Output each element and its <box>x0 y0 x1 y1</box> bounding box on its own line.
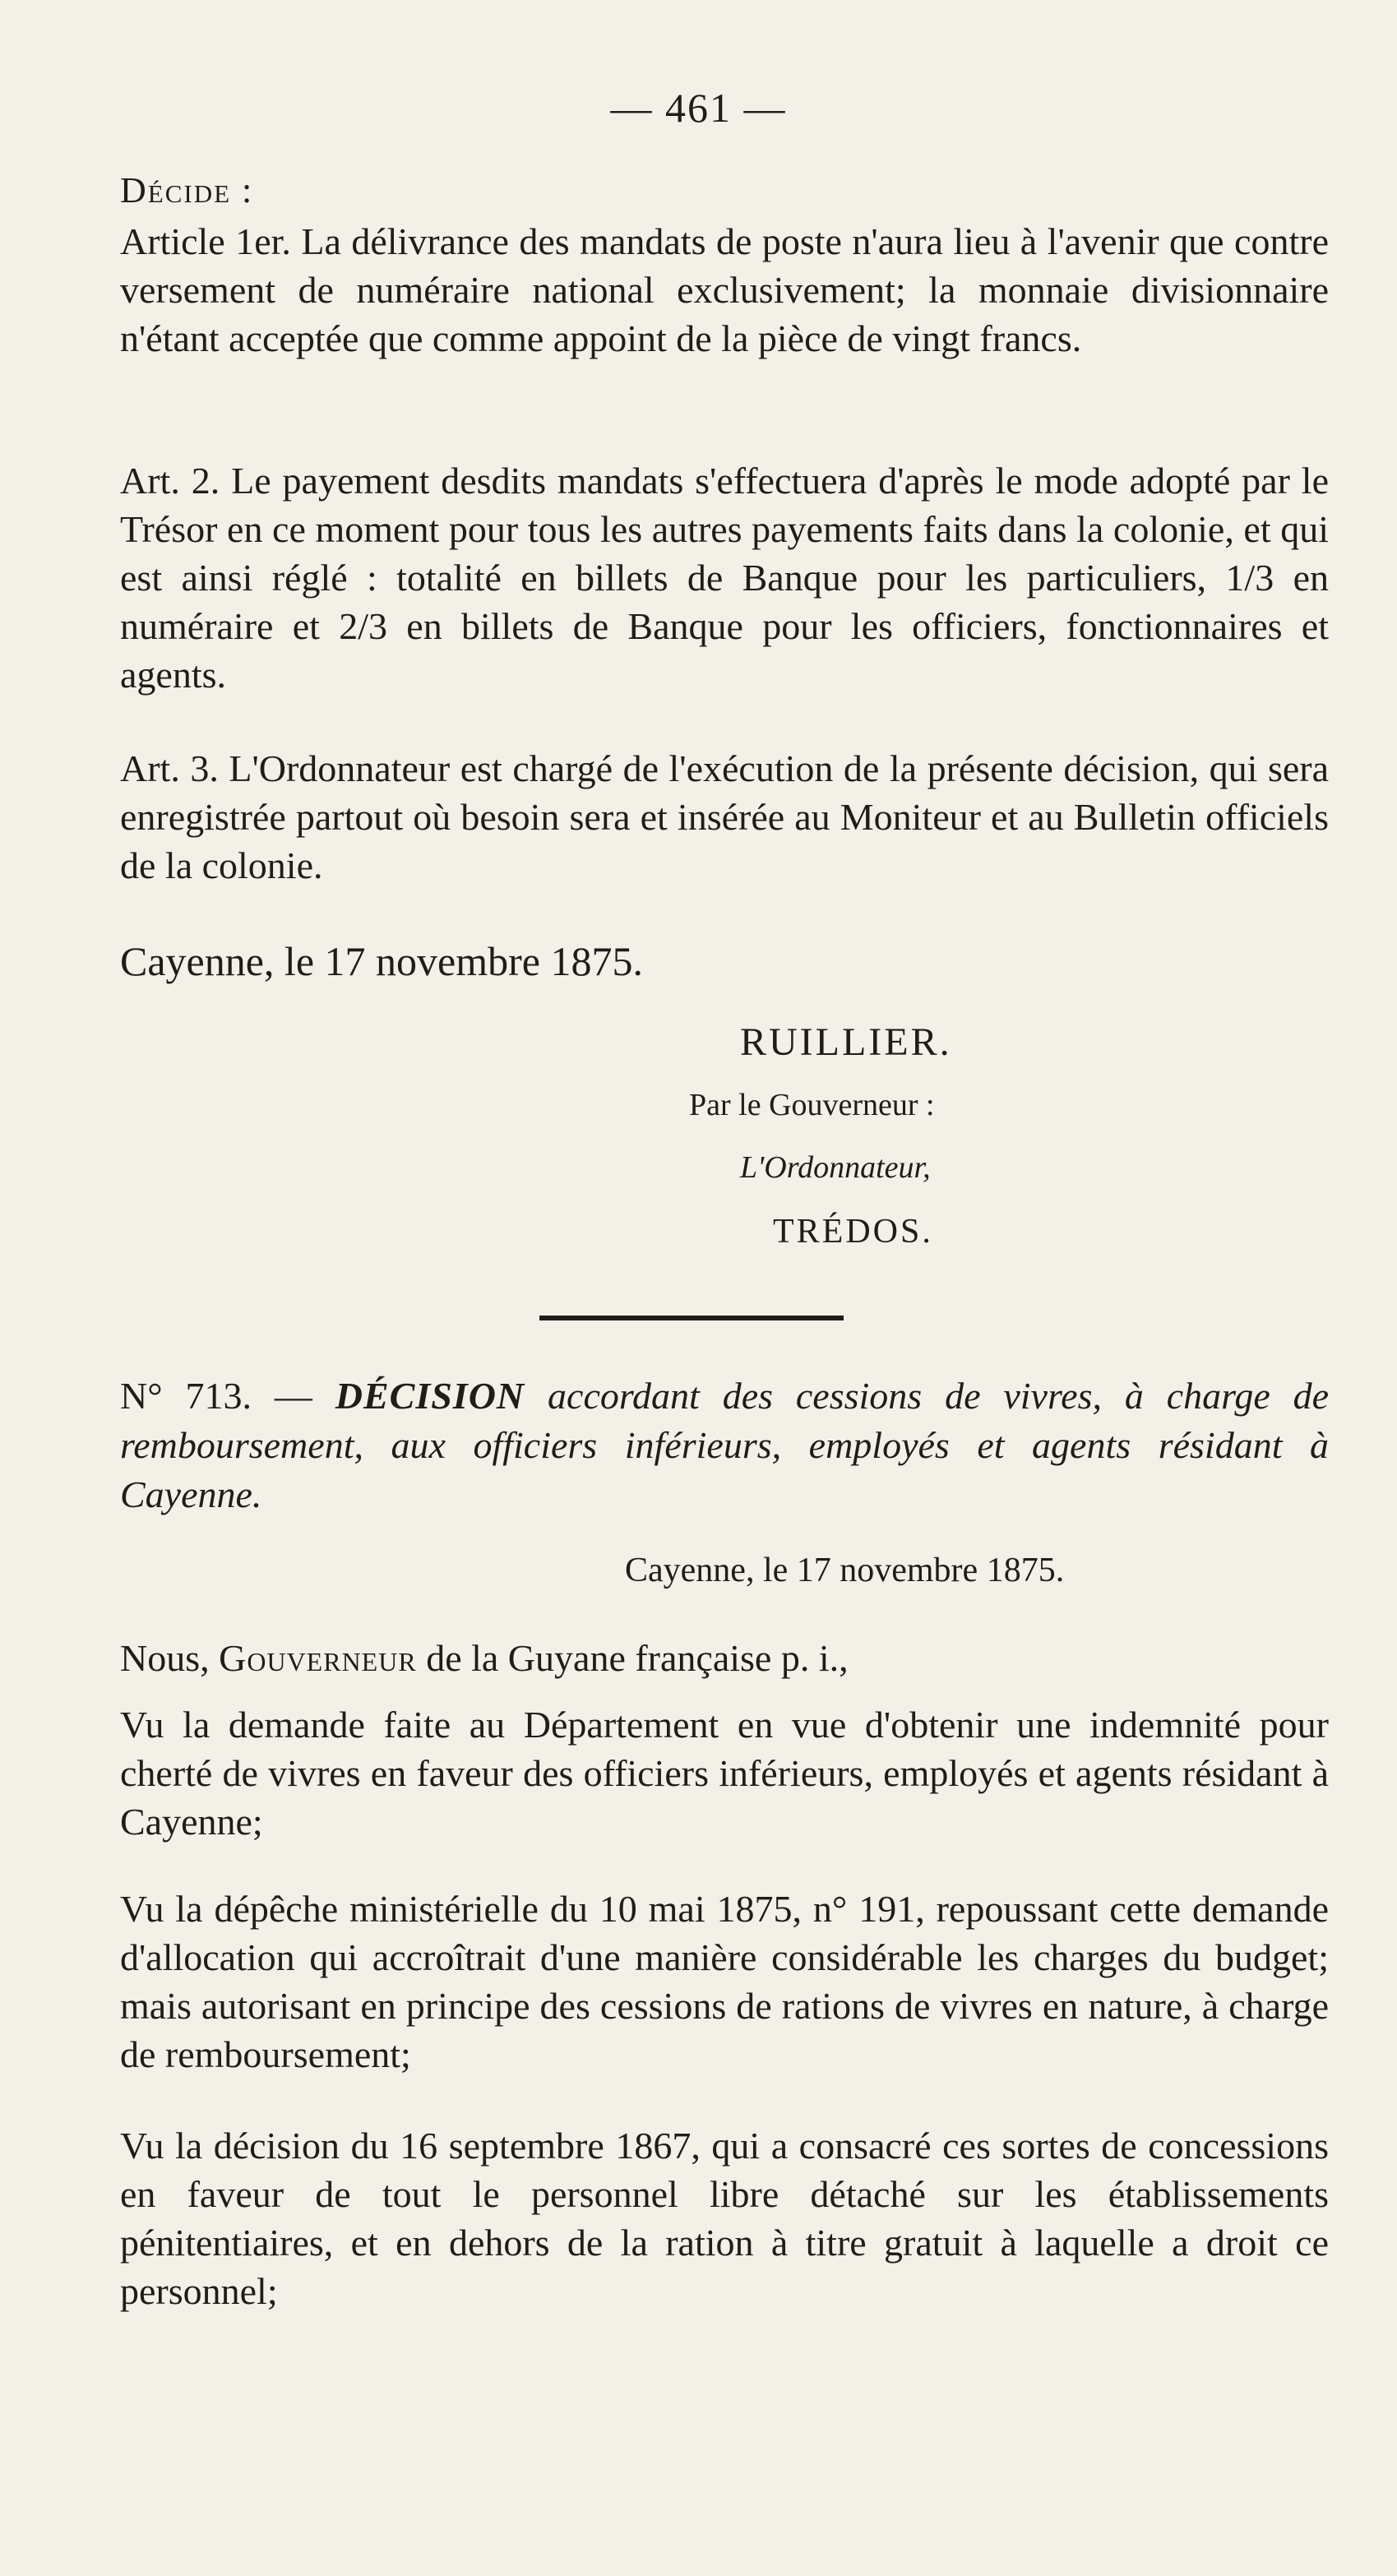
signature-par: Par le Gouverneur : <box>689 1088 935 1122</box>
vu-paragraph-2: Vu la dépêche ministérielle du 10 mai 1875, n° 191, repoussant cette demande d'allocation qui accroîtrait d'une manière considérable les charges du budget; mais autorisant en principe des cessions de rations de vivres en nature, à charge de remboursement; <box>120 1888 1329 2075</box>
decision-title: DÉCISION <box>335 1375 525 1417</box>
vu-paragraph-1: Vu la demande faite au Département en vue d'obtenir une indemnité pour cherté de vivres en faveur des officiers inférieurs, employés et agents résidant à Cayenne; <box>120 1704 1329 1843</box>
article-2: Art. 2. Le payement desdits mandats s'effectuera d'après le mode adopté par le Trésor en ce moment pour tous les autres payements faits dans la colonie, et qui est ainsi réglé : totalité en billets de Banque pour les particuliers, 1/3 en numéraire et 2/3 en billets de Banque pour les officiers, fonctionnaires et agents. <box>120 460 1329 696</box>
place-date: Cayenne, le 17 novembre 1875. <box>120 938 643 984</box>
article-1: Article 1er. La délivrance des mandats de poste n'aura lieu à l'avenir que contre versement de numéraire national exclusivement; la monnaie divisionnaire n'étant acceptée que comme appoint de la pièce de vingt francs. <box>120 220 1329 359</box>
nous-prefix: Nous, <box>120 1637 210 1679</box>
decide-heading: Décide : <box>120 170 254 210</box>
decision-713-heading <box>120 1371 1329 1519</box>
decision-subtitle: accordant des cessions de vivres, à charge de remboursement, aux officiers inférieurs, employés et agents résidant à Cayenne. <box>120 1375 1330 1515</box>
decision-713-date: Cayenne, le 17 novembre 1875. <box>625 1552 1065 1589</box>
signature-name: RUILLIER. <box>740 1020 952 1064</box>
page-number: — 461 — <box>610 85 787 131</box>
signature-name-2: TRÉDOS. <box>773 1213 933 1251</box>
decision-number: N° 713. — <box>120 1375 312 1417</box>
nous-title: Gouverneur <box>219 1637 417 1679</box>
signature-role: L'Ordonnateur, <box>740 1150 931 1185</box>
nous-rest: de la Guyane française p. i., <box>426 1637 849 1679</box>
section-divider <box>539 1316 844 1320</box>
vu-paragraph-3: Vu la décision du 16 septembre 1867, qui a consacré ces sortes de concessions en faveur de tout le personnel libre détaché sur les établissements pénitentiaires, et en dehors de la ration à titre gratuit à laquelle a droit ce personnel; <box>120 2125 1329 2312</box>
nous-line <box>120 1636 849 1680</box>
article-3: Art. 3. L'Ordonnateur est chargé de l'exécution de la présente décision, qui sera enregistrée partout où besoin sera et insérée au Moniteur et au Bulletin officiels de la colonie. <box>120 747 1329 886</box>
